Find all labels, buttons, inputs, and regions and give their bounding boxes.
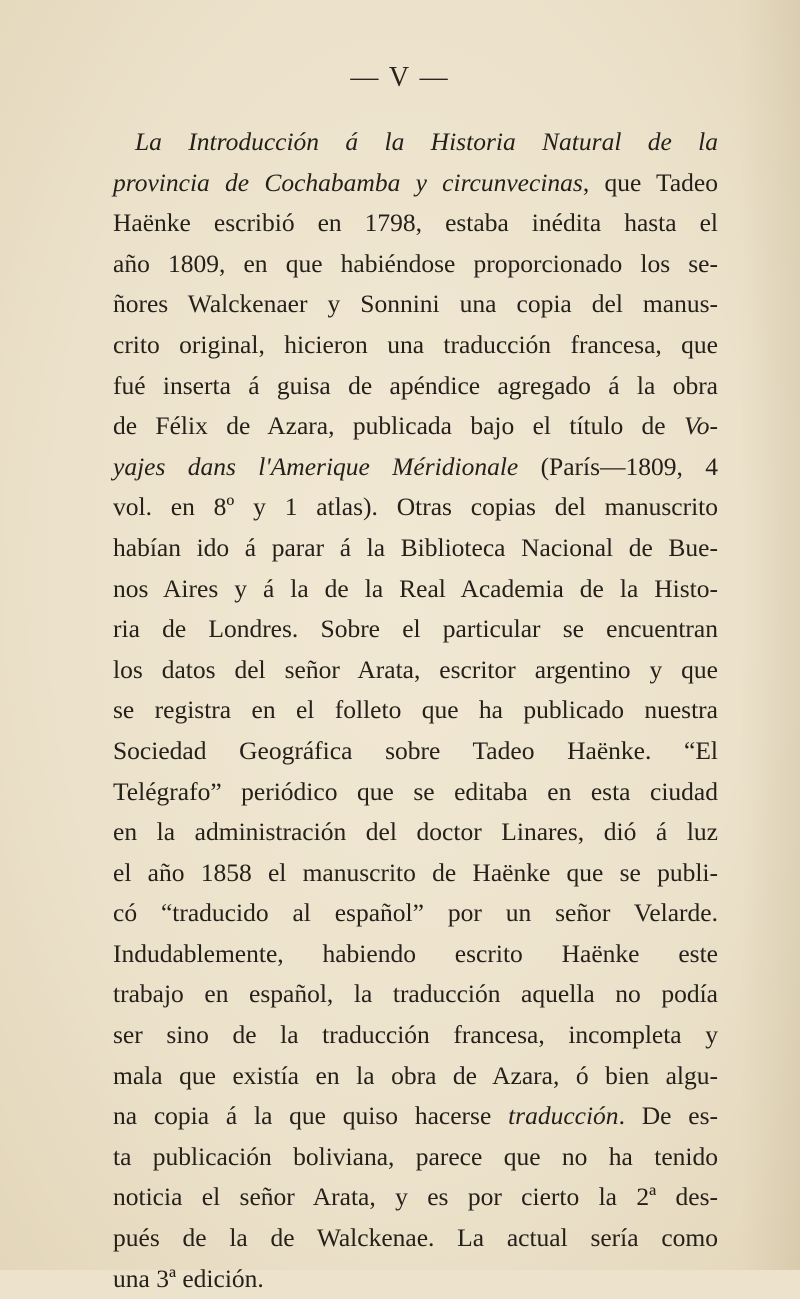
text-line: yajes dans l'Amerique Méridionale (París—1809, 4: [113, 451, 718, 481]
text-line: una 3ª edición.: [113, 1263, 264, 1293]
text-line: có “traducido al español” por un señor Velarde.: [113, 898, 718, 928]
text-line: fué inserta á guisa de apéndice agregado á la obra: [113, 370, 718, 400]
book-title-part: Vo-: [684, 411, 718, 441]
text-line: Indudablemente, habiendo escrito Haënke este: [113, 938, 718, 968]
page-number-header: — V —: [350, 62, 450, 93]
text-line: na copia á la que quiso hacerse traducción. De es-: [113, 1101, 718, 1131]
text-line: en la administración del doctor Linares, dió á luz: [113, 817, 718, 847]
text-line: año 1809, en que habiéndose proporcionado los se-: [113, 248, 718, 278]
text-line: pués de la de Walckenae. La actual sería como: [113, 1223, 718, 1253]
text-line: ser sino de la traducción francesa, incompleta y: [113, 1020, 718, 1050]
text-line: los datos del señor Arata, escritor argentino y que: [113, 654, 718, 684]
text-line: nos Aires y á la de la Real Academia de la Histo-: [113, 573, 718, 603]
text-line: ñores Walckenaer y Sonnini una copia del manus-: [113, 289, 718, 319]
text-line: vol. en 8º y 1 atlas). Otras copias del manuscrito: [113, 492, 718, 522]
text-line: provincia de Cochabamba y circunvecinas, que Tadeo: [113, 167, 718, 197]
text-line: ta publicación boliviana, parece que no ha tenido: [113, 1141, 718, 1171]
text-line: Haënke escribió en 1798, estaba inédita hasta el: [113, 208, 718, 238]
emphasis-word: traducción: [508, 1101, 619, 1131]
text-line: noticia el señor Arata, y es por cierto la 2ª des-: [113, 1182, 718, 1212]
text-line: se registra en el folleto que ha publicado nuestra: [113, 695, 718, 725]
text-line: el año 1858 el manuscrito de Haënke que se publi-: [113, 857, 718, 887]
page-edge-shadow: [740, 0, 800, 1270]
book-title-part: yajes dans l'Amerique Méridionale: [113, 451, 519, 481]
text-line: trabajo en español, la traducción aquella no podía: [113, 979, 718, 1009]
text-line: de Félix de Azara, publicada bajo el título de Vo-: [113, 411, 718, 441]
text-line: Sociedad Geográfica sobre Tadeo Haënke. “El: [113, 735, 718, 765]
text-line: mala que existía en la obra de Azara, ó bien algu-: [113, 1060, 718, 1090]
text-line: habían ido á parar á la Biblioteca Nacional de Bue-: [113, 532, 718, 562]
text-line: [113, 122, 718, 163]
book-title-part: provincia de Cochabamba y circunvecinas: [113, 167, 583, 197]
text-line: crito original, hicieron una traducción francesa, que: [113, 329, 718, 359]
book-title-part: La Introducción á la Historia Natural de la: [135, 127, 718, 156]
text-line: ria de Londres. Sobre el particular se encuentran: [113, 614, 718, 644]
body-text: [113, 122, 718, 1299]
text-line: Telégrafo” periódico que se editaba en esta ciudad: [113, 776, 718, 806]
